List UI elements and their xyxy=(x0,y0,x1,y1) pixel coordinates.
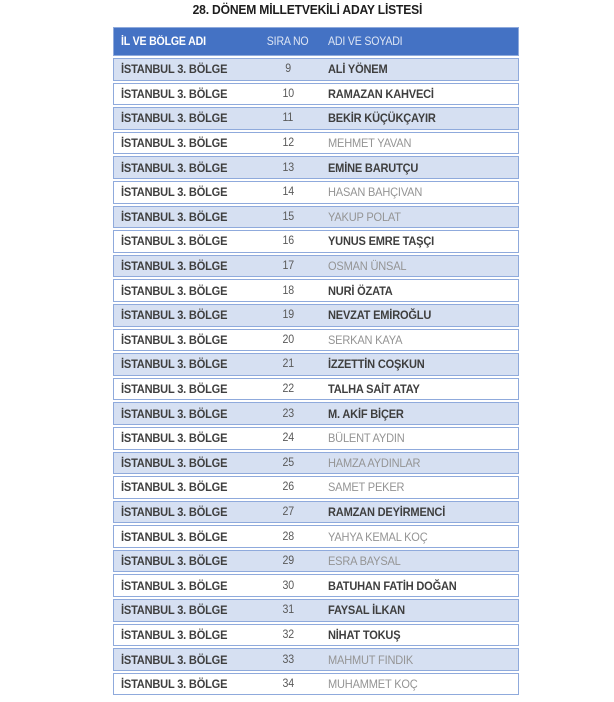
region-cell xyxy=(114,677,258,691)
table-row xyxy=(113,279,519,302)
region-cell xyxy=(114,87,258,101)
region-text: İSTANBUL 3. BÖLGE xyxy=(121,603,228,618)
name-cell xyxy=(318,111,518,125)
sira-no-cell xyxy=(258,88,318,100)
region-cell xyxy=(114,505,258,519)
name-cell xyxy=(318,456,518,470)
name-text: MAHMUT FINDIK xyxy=(328,652,414,667)
table-row xyxy=(113,476,519,499)
sira-no-cell xyxy=(258,580,318,592)
region-text: İSTANBUL 3. BÖLGE xyxy=(121,455,228,470)
header-region-label: İL VE BÖLGE ADI xyxy=(121,35,206,48)
region-text: İSTANBUL 3. BÖLGE xyxy=(121,308,228,323)
table-row xyxy=(113,83,519,106)
name-cell xyxy=(318,333,518,347)
name-text: OSMAN ÜNSAL xyxy=(328,259,407,274)
table-row xyxy=(113,648,519,671)
table-row xyxy=(113,107,519,130)
region-cell xyxy=(114,210,258,224)
table-row xyxy=(113,402,519,425)
table-row xyxy=(113,156,519,179)
region-text: İSTANBUL 3. BÖLGE xyxy=(121,504,228,519)
region-cell xyxy=(114,554,258,568)
name-text: HASAN BAHÇIVAN xyxy=(328,185,423,200)
table-row xyxy=(113,501,519,524)
region-text: İSTANBUL 3. BÖLGE xyxy=(121,86,228,101)
name-cell xyxy=(318,653,518,667)
name-cell xyxy=(318,554,518,568)
sira-no-text: 16 xyxy=(282,235,294,248)
sira-no-text: 14 xyxy=(282,186,294,199)
sira-no-cell xyxy=(258,334,318,346)
region-cell xyxy=(114,628,258,642)
region-text: İSTANBUL 3. BÖLGE xyxy=(121,382,228,397)
sira-no-cell xyxy=(258,186,318,198)
sira-no-cell xyxy=(258,481,318,493)
region-cell xyxy=(114,480,258,494)
sira-no-text: 20 xyxy=(282,333,294,346)
region-text: İSTANBUL 3. BÖLGE xyxy=(121,185,228,200)
name-text: MEHMET YAVAN xyxy=(328,136,412,151)
name-cell xyxy=(318,308,518,322)
table-row xyxy=(113,230,519,253)
sira-no-cell xyxy=(258,137,318,149)
name-cell xyxy=(318,185,518,199)
table-row xyxy=(113,525,519,548)
region-text: İSTANBUL 3. BÖLGE xyxy=(121,677,228,692)
sira-no-cell xyxy=(258,555,318,567)
sira-no-cell xyxy=(258,629,318,641)
region-cell xyxy=(114,284,258,298)
sira-no-text: 28 xyxy=(282,530,294,543)
region-cell xyxy=(114,185,258,199)
region-cell xyxy=(114,111,258,125)
sira-no-cell xyxy=(258,211,318,223)
sira-no-text: 27 xyxy=(282,505,294,518)
region-text: İSTANBUL 3. BÖLGE xyxy=(121,627,228,642)
name-text: YAHYA KEMAL KOÇ xyxy=(328,529,428,544)
name-cell xyxy=(318,161,518,175)
name-cell xyxy=(318,677,518,691)
name-text: ALİ YÖNEM xyxy=(328,62,388,77)
name-cell xyxy=(318,505,518,519)
table-row xyxy=(113,599,519,622)
table-row xyxy=(113,427,519,450)
name-text: MUHAMMET KOÇ xyxy=(328,677,418,692)
name-text: RAMAZAN KAHVECİ xyxy=(328,86,434,101)
sira-no-text: 26 xyxy=(282,481,294,494)
name-text: FAYSAL İLKAN xyxy=(328,603,405,618)
region-cell xyxy=(114,431,258,445)
sira-no-text: 25 xyxy=(282,456,294,469)
region-text: İSTANBUL 3. BÖLGE xyxy=(121,578,228,593)
name-cell xyxy=(318,284,518,298)
region-cell xyxy=(114,161,258,175)
region-text: İSTANBUL 3. BÖLGE xyxy=(121,554,228,569)
name-cell xyxy=(318,480,518,494)
table-row xyxy=(113,452,519,475)
header-name-label: ADI VE SOYADI xyxy=(328,35,403,48)
name-text: YAKUP POLAT xyxy=(328,209,401,224)
name-cell xyxy=(318,431,518,445)
name-text: SERKAN KAYA xyxy=(328,332,403,347)
candidate-table xyxy=(113,27,519,695)
region-text: İSTANBUL 3. BÖLGE xyxy=(121,529,228,544)
region-cell xyxy=(114,308,258,322)
table-row xyxy=(113,329,519,352)
name-text: YUNUS EMRE TAŞÇI xyxy=(328,234,435,249)
sira-no-text: 32 xyxy=(282,628,294,641)
name-text: HAMZA AYDINLAR xyxy=(328,455,421,470)
region-cell xyxy=(114,579,258,593)
sira-no-text: 24 xyxy=(282,432,294,445)
sira-no-text: 11 xyxy=(282,112,294,125)
header-sira-no-label: SIRA NO xyxy=(267,35,309,48)
sira-no-text: 33 xyxy=(282,653,294,666)
region-cell xyxy=(114,62,258,76)
region-text: İSTANBUL 3. BÖLGE xyxy=(121,431,228,446)
region-text: İSTANBUL 3. BÖLGE xyxy=(121,62,228,77)
table-row xyxy=(113,378,519,401)
name-cell xyxy=(318,407,518,421)
region-text: İSTANBUL 3. BÖLGE xyxy=(121,406,228,421)
region-text: İSTANBUL 3. BÖLGE xyxy=(121,652,228,667)
sira-no-text: 18 xyxy=(282,284,294,297)
region-text: İSTANBUL 3. BÖLGE xyxy=(121,259,228,274)
table-row xyxy=(113,304,519,327)
name-text: BATUHAN FATİH DOĞAN xyxy=(328,578,457,593)
sira-no-text: 10 xyxy=(282,87,294,100)
sira-no-text: 15 xyxy=(282,210,294,223)
sira-no-text: 30 xyxy=(282,579,294,592)
name-cell xyxy=(318,628,518,642)
region-text: İSTANBUL 3. BÖLGE xyxy=(121,111,228,126)
table-row xyxy=(113,673,519,696)
table-row xyxy=(113,58,519,81)
name-cell xyxy=(318,234,518,248)
table-row xyxy=(113,132,519,155)
name-cell xyxy=(318,87,518,101)
page-title xyxy=(0,2,614,17)
name-cell xyxy=(318,579,518,593)
table-row xyxy=(113,206,519,229)
region-cell xyxy=(114,653,258,667)
sira-no-text: 34 xyxy=(282,678,294,691)
name-text: NURİ ÖZATA xyxy=(328,283,393,298)
name-text: ESRA BAYSAL xyxy=(328,554,401,569)
region-text: İSTANBUL 3. BÖLGE xyxy=(121,357,228,372)
table-row xyxy=(113,574,519,597)
header-region-column xyxy=(114,36,258,48)
table-row xyxy=(113,353,519,376)
page-title-text: 28. DÖNEM MİLLETVEKİLİ ADAY LİSTESİ xyxy=(192,2,422,17)
sira-no-cell xyxy=(258,531,318,543)
sira-no-cell xyxy=(258,235,318,247)
region-cell xyxy=(114,407,258,421)
table-row xyxy=(113,624,519,647)
name-text: TALHA SAİT ATAY xyxy=(328,382,420,397)
region-cell xyxy=(114,603,258,617)
name-text: BEKİR KÜÇÜKÇAYIR xyxy=(328,111,436,126)
sira-no-text: 12 xyxy=(282,137,294,150)
name-cell xyxy=(318,382,518,396)
sira-no-cell xyxy=(258,604,318,616)
sira-no-cell xyxy=(258,457,318,469)
sira-no-cell xyxy=(258,678,318,690)
table-body xyxy=(113,58,519,695)
name-text: İZZETTİN COŞKUN xyxy=(328,357,425,372)
name-text: M. AKİF BİÇER xyxy=(328,406,404,421)
header-name-column xyxy=(318,36,518,48)
sira-no-text: 9 xyxy=(285,63,291,76)
name-cell xyxy=(318,530,518,544)
name-text: NEVZAT EMİROĞLU xyxy=(328,308,432,323)
sira-no-text: 13 xyxy=(282,161,294,174)
name-cell xyxy=(318,136,518,150)
region-text: İSTANBUL 3. BÖLGE xyxy=(121,160,228,175)
name-text: NİHAT TOKUŞ xyxy=(328,627,401,642)
sira-no-cell xyxy=(258,63,318,75)
region-cell xyxy=(114,234,258,248)
sira-no-cell xyxy=(258,432,318,444)
table-row xyxy=(113,181,519,204)
sira-no-cell xyxy=(258,506,318,518)
sira-no-cell xyxy=(258,358,318,370)
region-cell xyxy=(114,259,258,273)
region-cell xyxy=(114,357,258,371)
name-cell xyxy=(318,259,518,273)
sira-no-text: 17 xyxy=(282,260,294,273)
sira-no-text: 23 xyxy=(282,407,294,420)
sira-no-cell xyxy=(258,654,318,666)
name-cell xyxy=(318,357,518,371)
sira-no-text: 29 xyxy=(282,555,294,568)
region-text: İSTANBUL 3. BÖLGE xyxy=(121,234,228,249)
table-row xyxy=(113,255,519,278)
name-cell xyxy=(318,210,518,224)
name-text: SAMET PEKER xyxy=(328,480,405,495)
region-cell xyxy=(114,456,258,470)
table-row xyxy=(113,550,519,573)
sira-no-cell xyxy=(258,260,318,272)
region-text: İSTANBUL 3. BÖLGE xyxy=(121,209,228,224)
sira-no-cell xyxy=(258,309,318,321)
sira-no-cell xyxy=(258,285,318,297)
name-text: EMİNE BARUTÇU xyxy=(328,160,419,175)
sira-no-text: 19 xyxy=(282,309,294,322)
sira-no-cell xyxy=(258,162,318,174)
sira-no-text: 31 xyxy=(282,604,294,617)
sira-no-text: 22 xyxy=(282,383,294,396)
sira-no-text: 21 xyxy=(282,358,294,371)
sira-no-cell xyxy=(258,112,318,124)
name-cell xyxy=(318,62,518,76)
name-cell xyxy=(318,603,518,617)
header-sira-no-column xyxy=(258,36,318,48)
name-text: RAMZAN DEYİRMENCİ xyxy=(328,504,446,519)
region-cell xyxy=(114,530,258,544)
table-header-row xyxy=(113,27,519,56)
name-text: BÜLENT AYDIN xyxy=(328,431,405,446)
region-cell xyxy=(114,136,258,150)
region-cell xyxy=(114,382,258,396)
sira-no-cell xyxy=(258,408,318,420)
region-cell xyxy=(114,333,258,347)
region-text: İSTANBUL 3. BÖLGE xyxy=(121,283,228,298)
region-text: İSTANBUL 3. BÖLGE xyxy=(121,136,228,151)
region-text: İSTANBUL 3. BÖLGE xyxy=(121,332,228,347)
sira-no-cell xyxy=(258,383,318,395)
region-text: İSTANBUL 3. BÖLGE xyxy=(121,480,228,495)
